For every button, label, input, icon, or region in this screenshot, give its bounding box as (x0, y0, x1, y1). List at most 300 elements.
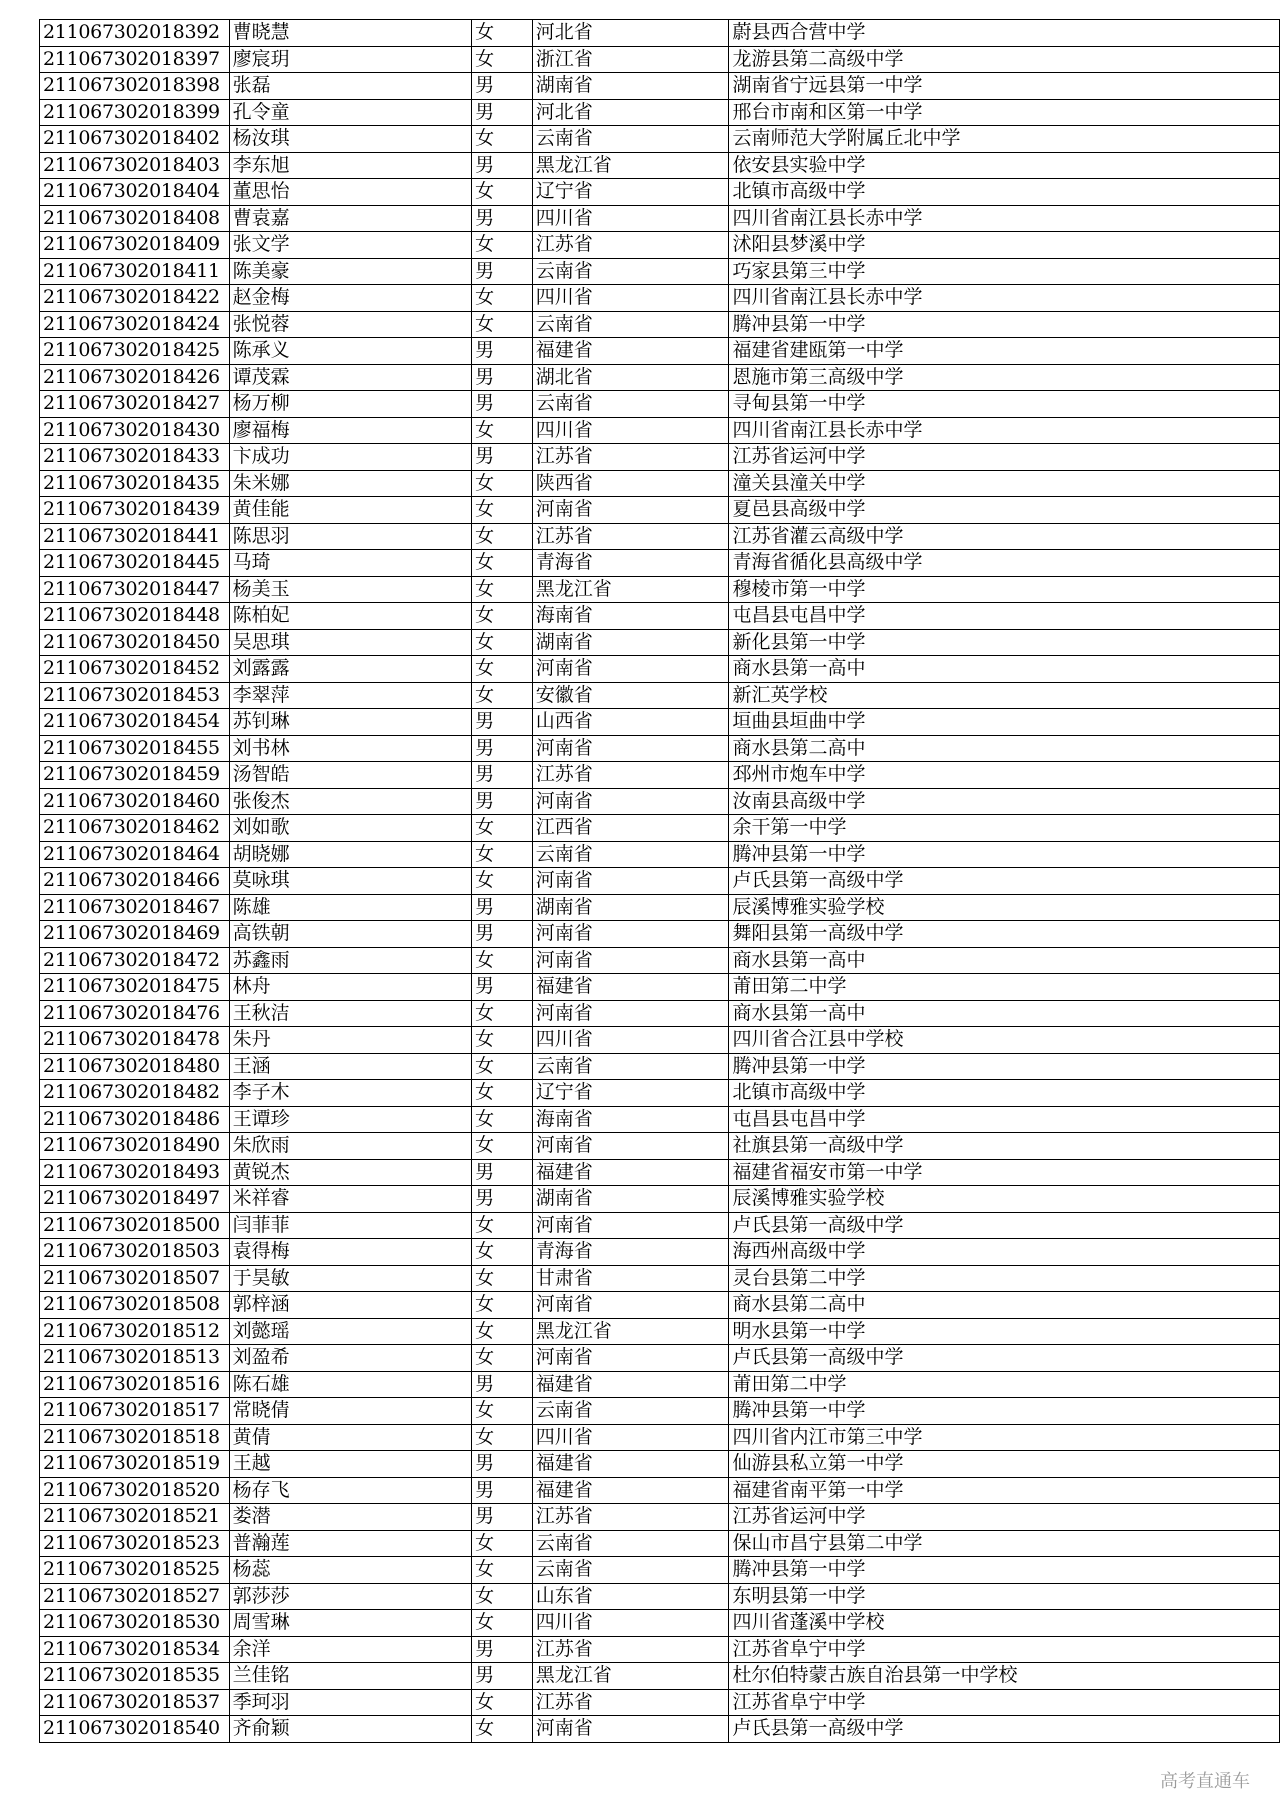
cell-name: 闫菲菲 (229, 1212, 471, 1239)
cell-id: 211067302018540 (40, 1716, 230, 1743)
cell-province: 云南省 (532, 258, 729, 285)
cell-id: 211067302018516 (40, 1371, 230, 1398)
cell-province: 河南省 (532, 921, 729, 948)
cell-province: 辽宁省 (532, 179, 729, 206)
cell-province: 四川省 (532, 205, 729, 232)
cell-name: 王越 (229, 1451, 471, 1478)
cell-province: 江苏省 (532, 232, 729, 259)
cell-province: 云南省 (532, 311, 729, 338)
cell-school: 商水县第二高中 (729, 735, 1280, 762)
table-row (40, 1053, 1280, 1080)
table-row (40, 523, 1280, 550)
cell-id: 211067302018521 (40, 1504, 230, 1531)
cell-province: 四川省 (532, 1610, 729, 1637)
cell-gender: 女 (472, 1239, 533, 1266)
cell-school: 四川省合江县中学校 (729, 1027, 1280, 1054)
cell-province: 青海省 (532, 1239, 729, 1266)
cell-name: 陈思羽 (229, 523, 471, 550)
cell-gender: 男 (472, 152, 533, 179)
table-row (40, 1027, 1280, 1054)
cell-id: 211067302018403 (40, 152, 230, 179)
cell-school: 巧家县第三中学 (729, 258, 1280, 285)
cell-name: 郭莎莎 (229, 1583, 471, 1610)
cell-id: 211067302018397 (40, 46, 230, 73)
cell-province: 江苏省 (532, 1504, 729, 1531)
cell-id: 211067302018497 (40, 1186, 230, 1213)
cell-province: 河南省 (532, 1716, 729, 1743)
table-row (40, 497, 1280, 524)
cell-school: 卢氏县第一高级中学 (729, 868, 1280, 895)
table-row (40, 1557, 1280, 1584)
table-row (40, 179, 1280, 206)
cell-province: 云南省 (532, 126, 729, 153)
cell-id: 211067302018530 (40, 1610, 230, 1637)
cell-id: 211067302018455 (40, 735, 230, 762)
cell-province: 河南省 (532, 656, 729, 683)
cell-name: 刘盈希 (229, 1345, 471, 1372)
cell-name: 吴思琪 (229, 629, 471, 656)
cell-province: 福建省 (532, 1477, 729, 1504)
cell-name: 周雪琳 (229, 1610, 471, 1637)
cell-name: 曹袁嘉 (229, 205, 471, 232)
cell-gender: 女 (472, 470, 533, 497)
cell-name: 陈柏妃 (229, 603, 471, 630)
cell-id: 211067302018448 (40, 603, 230, 630)
table-row (40, 762, 1280, 789)
cell-id: 211067302018527 (40, 1583, 230, 1610)
cell-province: 江苏省 (532, 762, 729, 789)
cell-name: 兰佳铭 (229, 1663, 471, 1690)
cell-school: 蔚县西合营中学 (729, 20, 1280, 47)
cell-school: 新化县第一中学 (729, 629, 1280, 656)
table-row (40, 444, 1280, 471)
cell-name: 李东旭 (229, 152, 471, 179)
cell-school: 卢氏县第一高级中学 (729, 1345, 1280, 1372)
cell-school: 卢氏县第一高级中学 (729, 1212, 1280, 1239)
cell-id: 211067302018460 (40, 788, 230, 815)
cell-id: 211067302018512 (40, 1318, 230, 1345)
cell-province: 云南省 (532, 841, 729, 868)
cell-province: 山西省 (532, 709, 729, 736)
cell-province: 河南省 (532, 1345, 729, 1372)
cell-province: 辽宁省 (532, 1080, 729, 1107)
cell-province: 湖南省 (532, 1186, 729, 1213)
table-row (40, 232, 1280, 259)
cell-name: 刘书林 (229, 735, 471, 762)
cell-gender: 女 (472, 1292, 533, 1319)
cell-gender: 女 (472, 550, 533, 577)
cell-province: 四川省 (532, 1424, 729, 1451)
cell-province: 云南省 (532, 1530, 729, 1557)
cell-school: 邢台市南和区第一中学 (729, 99, 1280, 126)
cell-gender: 女 (472, 523, 533, 550)
cell-gender: 女 (472, 1557, 533, 1584)
table-row (40, 20, 1280, 47)
cell-province: 海南省 (532, 603, 729, 630)
cell-id: 211067302018464 (40, 841, 230, 868)
cell-name: 杨万柳 (229, 391, 471, 418)
table-row (40, 868, 1280, 895)
cell-id: 211067302018447 (40, 576, 230, 603)
cell-id: 211067302018453 (40, 682, 230, 709)
cell-school: 舞阳县第一高级中学 (729, 921, 1280, 948)
cell-province: 江苏省 (532, 523, 729, 550)
cell-name: 廖福梅 (229, 417, 471, 444)
cell-gender: 男 (472, 1663, 533, 1690)
cell-school: 汝南县高级中学 (729, 788, 1280, 815)
cell-province: 河北省 (532, 99, 729, 126)
cell-gender: 女 (472, 1000, 533, 1027)
table-row (40, 1398, 1280, 1425)
cell-school: 保山市昌宁县第二中学 (729, 1530, 1280, 1557)
cell-gender: 男 (472, 974, 533, 1001)
table-row (40, 1477, 1280, 1504)
cell-id: 211067302018469 (40, 921, 230, 948)
cell-id: 211067302018427 (40, 391, 230, 418)
cell-school: 卢氏县第一高级中学 (729, 1716, 1280, 1743)
cell-id: 211067302018534 (40, 1636, 230, 1663)
cell-name: 陈石雄 (229, 1371, 471, 1398)
cell-school: 福建省建瓯第一中学 (729, 338, 1280, 365)
table-row (40, 1106, 1280, 1133)
cell-name: 朱丹 (229, 1027, 471, 1054)
table-row (40, 788, 1280, 815)
cell-gender: 女 (472, 126, 533, 153)
cell-gender: 男 (472, 99, 533, 126)
cell-name: 郭梓涵 (229, 1292, 471, 1319)
table-row (40, 470, 1280, 497)
cell-gender: 男 (472, 391, 533, 418)
cell-province: 福建省 (532, 1371, 729, 1398)
table-row (40, 417, 1280, 444)
table-row (40, 921, 1280, 948)
cell-id: 211067302018518 (40, 1424, 230, 1451)
cell-name: 莫咏琪 (229, 868, 471, 895)
cell-province: 浙江省 (532, 46, 729, 73)
cell-name: 陈雄 (229, 894, 471, 921)
table-row (40, 1265, 1280, 1292)
table-row (40, 1212, 1280, 1239)
table-row (40, 576, 1280, 603)
cell-province: 黑龙江省 (532, 1318, 729, 1345)
table-row (40, 152, 1280, 179)
cell-gender: 男 (472, 788, 533, 815)
cell-school: 明水县第一中学 (729, 1318, 1280, 1345)
cell-school: 依安县实验中学 (729, 152, 1280, 179)
table-row (40, 709, 1280, 736)
cell-province: 湖南省 (532, 73, 729, 100)
cell-id: 211067302018507 (40, 1265, 230, 1292)
cell-gender: 女 (472, 1027, 533, 1054)
cell-name: 季珂羽 (229, 1689, 471, 1716)
cell-gender: 女 (472, 629, 533, 656)
table-row (40, 1186, 1280, 1213)
cell-school: 穆棱市第一中学 (729, 576, 1280, 603)
cell-gender: 女 (472, 656, 533, 683)
cell-province: 河南省 (532, 1133, 729, 1160)
cell-gender: 女 (472, 576, 533, 603)
cell-name: 普瀚莲 (229, 1530, 471, 1557)
cell-name: 王涵 (229, 1053, 471, 1080)
cell-name: 张俊杰 (229, 788, 471, 815)
cell-gender: 女 (472, 1212, 533, 1239)
table-row (40, 550, 1280, 577)
cell-gender: 男 (472, 1504, 533, 1531)
table-row (40, 1689, 1280, 1716)
cell-id: 211067302018519 (40, 1451, 230, 1478)
cell-school: 四川省内江市第三中学 (729, 1424, 1280, 1451)
cell-name: 孔令童 (229, 99, 471, 126)
table-row (40, 1583, 1280, 1610)
cell-id: 211067302018450 (40, 629, 230, 656)
table-row (40, 1716, 1280, 1743)
admission-list-table (39, 19, 1280, 1743)
cell-gender: 女 (472, 417, 533, 444)
cell-id: 211067302018513 (40, 1345, 230, 1372)
cell-id: 211067302018472 (40, 947, 230, 974)
cell-name: 陈承义 (229, 338, 471, 365)
cell-province: 山东省 (532, 1583, 729, 1610)
cell-school: 云南师范大学附属丘北中学 (729, 126, 1280, 153)
table-body (40, 20, 1280, 1743)
cell-school: 江苏省运河中学 (729, 1504, 1280, 1531)
cell-name: 杨汝琪 (229, 126, 471, 153)
cell-gender: 女 (472, 1345, 533, 1372)
table-row (40, 126, 1280, 153)
cell-name: 林舟 (229, 974, 471, 1001)
cell-gender: 男 (472, 735, 533, 762)
cell-school: 海西州高级中学 (729, 1239, 1280, 1266)
cell-id: 211067302018486 (40, 1106, 230, 1133)
table-row (40, 1239, 1280, 1266)
cell-name: 李翠萍 (229, 682, 471, 709)
cell-id: 211067302018482 (40, 1080, 230, 1107)
cell-name: 卞成功 (229, 444, 471, 471)
table-row (40, 1000, 1280, 1027)
cell-name: 王秋洁 (229, 1000, 471, 1027)
cell-school: 福建省南平第一中学 (729, 1477, 1280, 1504)
cell-province: 河南省 (532, 1292, 729, 1319)
cell-school: 江苏省阜宁中学 (729, 1689, 1280, 1716)
cell-gender: 女 (472, 179, 533, 206)
cell-gender: 女 (472, 947, 533, 974)
cell-school: 福建省福安市第一中学 (729, 1159, 1280, 1186)
cell-name: 李子木 (229, 1080, 471, 1107)
cell-school: 腾冲县第一中学 (729, 841, 1280, 868)
table-row (40, 1424, 1280, 1451)
cell-school: 商水县第二高中 (729, 1292, 1280, 1319)
cell-name: 常晓倩 (229, 1398, 471, 1425)
cell-school: 商水县第一高中 (729, 656, 1280, 683)
cell-name: 杨蕊 (229, 1557, 471, 1584)
cell-school: 湖南省宁远县第一中学 (729, 73, 1280, 100)
cell-id: 211067302018441 (40, 523, 230, 550)
cell-school: 恩施市第三高级中学 (729, 364, 1280, 391)
table-row (40, 894, 1280, 921)
cell-school: 辰溪博雅实验学校 (729, 1186, 1280, 1213)
cell-school: 腾冲县第一中学 (729, 1398, 1280, 1425)
cell-gender: 男 (472, 1636, 533, 1663)
cell-school: 沭阳县梦溪中学 (729, 232, 1280, 259)
cell-name: 米祥睿 (229, 1186, 471, 1213)
cell-province: 安徽省 (532, 682, 729, 709)
cell-id: 211067302018508 (40, 1292, 230, 1319)
cell-gender: 女 (472, 1318, 533, 1345)
cell-gender: 女 (472, 311, 533, 338)
cell-gender: 女 (472, 682, 533, 709)
cell-province: 湖北省 (532, 364, 729, 391)
table-row (40, 682, 1280, 709)
cell-province: 江苏省 (532, 444, 729, 471)
cell-school: 腾冲县第一中学 (729, 1053, 1280, 1080)
cell-school: 江苏省阜宁中学 (729, 1636, 1280, 1663)
cell-id: 211067302018475 (40, 974, 230, 1001)
cell-gender: 女 (472, 868, 533, 895)
cell-gender: 女 (472, 1716, 533, 1743)
cell-province: 河南省 (532, 1000, 729, 1027)
cell-province: 河南省 (532, 788, 729, 815)
cell-gender: 男 (472, 1159, 533, 1186)
cell-province: 黑龙江省 (532, 1663, 729, 1690)
table-row (40, 1371, 1280, 1398)
cell-name: 曹晓慧 (229, 20, 471, 47)
table-row (40, 656, 1280, 683)
cell-id: 211067302018459 (40, 762, 230, 789)
cell-id: 211067302018520 (40, 1477, 230, 1504)
cell-school: 辰溪博雅实验学校 (729, 894, 1280, 921)
cell-gender: 女 (472, 285, 533, 312)
cell-province: 陕西省 (532, 470, 729, 497)
cell-gender: 男 (472, 1371, 533, 1398)
cell-name: 廖宸玥 (229, 46, 471, 73)
cell-school: 商水县第一高中 (729, 1000, 1280, 1027)
cell-id: 211067302018430 (40, 417, 230, 444)
cell-id: 211067302018411 (40, 258, 230, 285)
cell-id: 211067302018454 (40, 709, 230, 736)
table-row (40, 1530, 1280, 1557)
cell-school: 北镇市高级中学 (729, 1080, 1280, 1107)
cell-id: 211067302018466 (40, 868, 230, 895)
cell-id: 211067302018445 (40, 550, 230, 577)
cell-id: 211067302018398 (40, 73, 230, 100)
cell-name: 杨存飞 (229, 1477, 471, 1504)
cell-id: 211067302018452 (40, 656, 230, 683)
cell-name: 袁得梅 (229, 1239, 471, 1266)
cell-id: 211067302018478 (40, 1027, 230, 1054)
cell-province: 四川省 (532, 417, 729, 444)
cell-school: 余干第一中学 (729, 815, 1280, 842)
cell-school: 社旗县第一高级中学 (729, 1133, 1280, 1160)
table-row (40, 311, 1280, 338)
table-row (40, 1451, 1280, 1478)
cell-name: 杨美玉 (229, 576, 471, 603)
table-row (40, 974, 1280, 1001)
cell-name: 王谭珍 (229, 1106, 471, 1133)
cell-province: 江西省 (532, 815, 729, 842)
cell-province: 湖南省 (532, 894, 729, 921)
cell-school: 北镇市高级中学 (729, 179, 1280, 206)
cell-province: 福建省 (532, 338, 729, 365)
cell-gender: 女 (472, 1424, 533, 1451)
cell-gender: 男 (472, 1186, 533, 1213)
cell-gender: 女 (472, 1080, 533, 1107)
cell-school: 腾冲县第一中学 (729, 311, 1280, 338)
cell-name: 娄潜 (229, 1504, 471, 1531)
table-row (40, 815, 1280, 842)
cell-name: 张磊 (229, 73, 471, 100)
cell-gender: 男 (472, 444, 533, 471)
cell-province: 福建省 (532, 974, 729, 1001)
cell-name: 陈美豪 (229, 258, 471, 285)
cell-id: 211067302018476 (40, 1000, 230, 1027)
cell-gender: 女 (472, 497, 533, 524)
cell-school: 潼关县潼关中学 (729, 470, 1280, 497)
cell-name: 张文学 (229, 232, 471, 259)
cell-id: 211067302018392 (40, 20, 230, 47)
cell-province: 江苏省 (532, 1689, 729, 1716)
cell-id: 211067302018525 (40, 1557, 230, 1584)
cell-gender: 女 (472, 1530, 533, 1557)
cell-province: 黑龙江省 (532, 152, 729, 179)
table-row (40, 629, 1280, 656)
table-row (40, 364, 1280, 391)
cell-name: 朱欣雨 (229, 1133, 471, 1160)
cell-gender: 女 (472, 603, 533, 630)
cell-gender: 男 (472, 1451, 533, 1478)
cell-id: 211067302018535 (40, 1663, 230, 1690)
cell-id: 211067302018402 (40, 126, 230, 153)
cell-name: 胡晓娜 (229, 841, 471, 868)
cell-gender: 男 (472, 364, 533, 391)
table-row (40, 1159, 1280, 1186)
cell-school: 莆田第二中学 (729, 1371, 1280, 1398)
cell-school: 垣曲县垣曲中学 (729, 709, 1280, 736)
cell-id: 211067302018503 (40, 1239, 230, 1266)
cell-province: 江苏省 (532, 1636, 729, 1663)
cell-province: 青海省 (532, 550, 729, 577)
cell-province: 河南省 (532, 735, 729, 762)
cell-province: 河南省 (532, 947, 729, 974)
cell-gender: 女 (472, 1610, 533, 1637)
cell-gender: 女 (472, 1133, 533, 1160)
table-row (40, 1318, 1280, 1345)
cell-id: 211067302018467 (40, 894, 230, 921)
table-row (40, 1345, 1280, 1372)
cell-gender: 女 (472, 1689, 533, 1716)
cell-name: 董思怡 (229, 179, 471, 206)
cell-school: 灵台县第二中学 (729, 1265, 1280, 1292)
cell-gender: 女 (472, 841, 533, 868)
cell-province: 河北省 (532, 20, 729, 47)
cell-id: 211067302018490 (40, 1133, 230, 1160)
cell-name: 高铁朝 (229, 921, 471, 948)
cell-gender: 女 (472, 1583, 533, 1610)
cell-school: 寻甸县第一中学 (729, 391, 1280, 418)
table-row (40, 338, 1280, 365)
table-row (40, 1133, 1280, 1160)
cell-id: 211067302018435 (40, 470, 230, 497)
cell-name: 朱米娜 (229, 470, 471, 497)
cell-gender: 男 (472, 921, 533, 948)
table-row (40, 947, 1280, 974)
cell-province: 福建省 (532, 1159, 729, 1186)
table-row (40, 1292, 1280, 1319)
cell-school: 商水县第一高中 (729, 947, 1280, 974)
cell-gender: 男 (472, 1477, 533, 1504)
cell-id: 211067302018399 (40, 99, 230, 126)
cell-id: 211067302018409 (40, 232, 230, 259)
cell-gender: 男 (472, 709, 533, 736)
